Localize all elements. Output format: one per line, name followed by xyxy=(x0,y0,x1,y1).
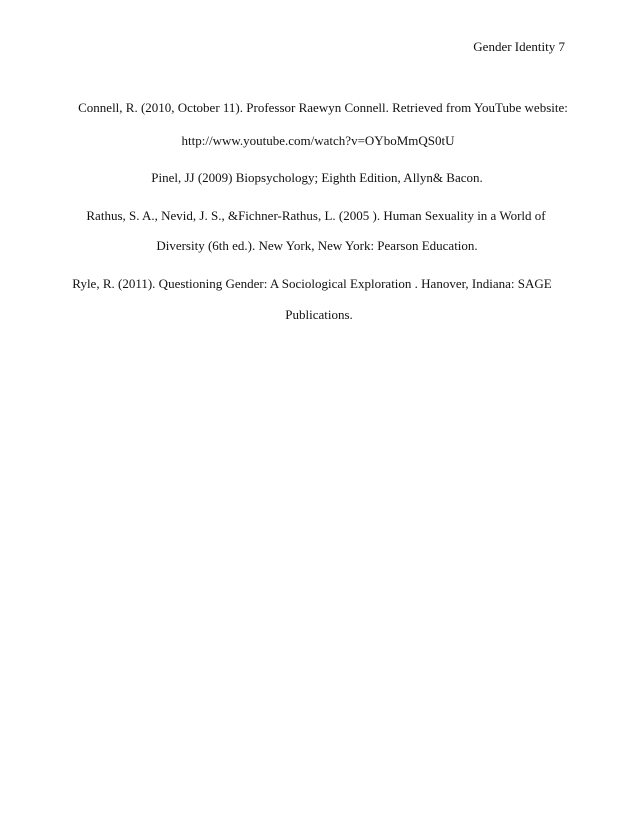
reference-line: Rathus, S. A., Nevid, J. S., &Fichner-Rathus, L. (2005 ). Human Sexuality in a World of xyxy=(86,208,546,223)
running-head: Gender Identity 7 xyxy=(473,39,565,54)
reference-line: Ryle, R. (2011). Questioning Gender: A Sociological Exploration . Hanover, Indiana: SAGE xyxy=(72,276,552,291)
reference-line: Publications. xyxy=(285,307,353,322)
reference-line: Connell, R. (2010, October 11). Professor Raewyn Connell. Retrieved from YouTube website: xyxy=(78,100,568,115)
reference-line: http://www.youtube.com/watch?v=OYboMmQS0tU xyxy=(181,133,455,148)
reference-line: Diversity (6th ed.). New York, New York: Pearson Education. xyxy=(156,238,478,253)
reference-line: Pinel, JJ (2009) Biopsychology; Eighth Edition, Allyn& Bacon. xyxy=(151,170,483,185)
